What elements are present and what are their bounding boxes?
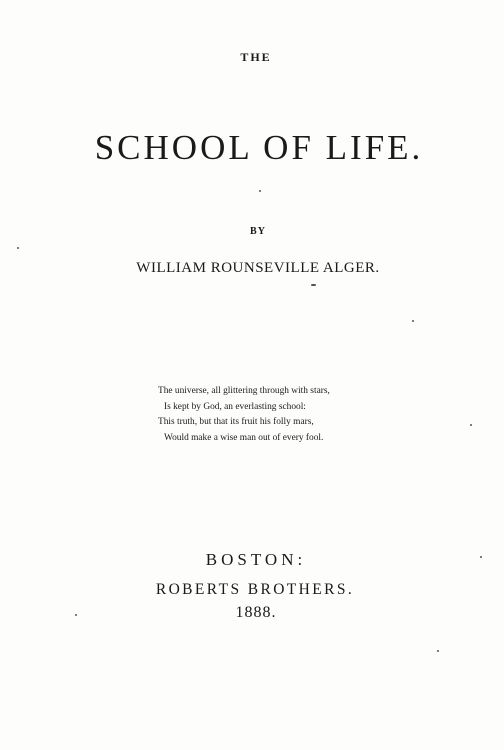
scan-speck	[437, 650, 439, 652]
imprint-publisher: ROBERTS BROTHERS.	[155, 581, 355, 598]
scan-speck	[412, 320, 414, 322]
epigraph-line: This truth, but that its fruit his folly mars,	[158, 417, 314, 427]
byline-label: BY	[250, 226, 266, 237]
epigraph-line: The universe, all glittering through with stars,	[158, 386, 330, 396]
imprint-city: BOSTON:	[205, 550, 307, 569]
title-kicker: THE	[240, 50, 272, 64]
scan-speck	[311, 284, 316, 286]
epigraph-line: Would make a wise man out of every fool.	[164, 432, 324, 443]
scan-speck	[17, 247, 19, 249]
scan-speck	[470, 424, 472, 426]
epigraph-line: Is kept by God, an everlasting school:	[164, 401, 306, 412]
scan-speck	[75, 614, 77, 616]
scan-speck	[259, 190, 261, 192]
epigraph	[158, 384, 388, 446]
author-name: WILLIAM ROUNSEVILLE ALGER.	[136, 260, 380, 276]
book-title: SCHOOL OF LIFE.	[94, 128, 424, 167]
imprint-year: 1888.	[235, 604, 277, 621]
scan-speck	[480, 556, 482, 558]
